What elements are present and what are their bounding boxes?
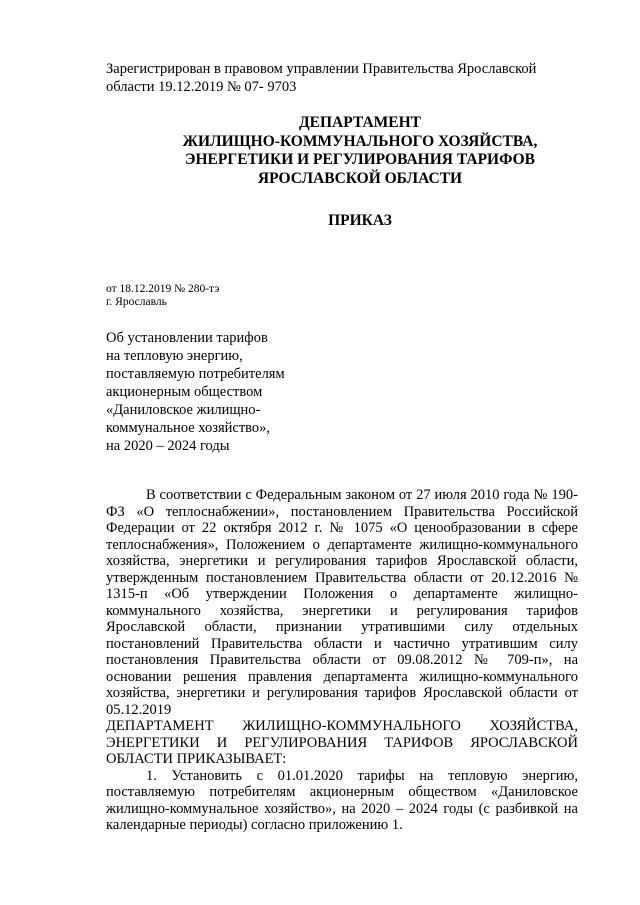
header-line-4: ЯРОСЛАВСКОЙ ОБЛАСТИ [257,169,463,187]
subject-line: поставляемую потребителям [106,366,285,382]
subject-line: коммунальное хозяйство», [106,420,271,436]
header-line-2: ЖИЛИЩНО-КОММУНАЛЬНОГО ХОЗЯЙСТВА, [182,132,538,150]
order-title: ПРИКАЗ [328,212,392,229]
orders-paragraph: ДЕПАРТАМЕНТ ЖИЛИЩНО-КОММУНАЛЬНОГО ХОЗЯЙСТВА, ЭНЕРГЕТИКИ И РЕГУЛИРОВАНИЯ ТАРИФОВ ЯРОСЛАВСКОЙ ОБЛАСТИ ПРИКАЗЫВАЕТ: [106,718,578,767]
order-body [106,487,578,834]
order-date-number: от 18.12.2019 № 280-тэ [106,283,220,295]
subject-line: на 2020 – 2024 годы [106,438,230,454]
subject-line: «Даниловское жилищно- [106,402,261,418]
department-header [60,114,640,188]
header-line-1: ДЕПАРТАМЕНТ [298,114,422,131]
subject-line: на тепловую энергию, [106,348,243,364]
subject-line: акционерным обществом [106,384,263,400]
registration-line-2: области 19.12.2019 № 07- 9703 [106,79,297,95]
registration-note [106,60,576,96]
subject-line: Об установлении тарифов [106,330,268,346]
registration-line-1: Зарегистрирован в правовом управлении Правительства Ярославской [106,61,537,77]
order-city: г. Ярославль [106,296,167,308]
item-1-paragraph: 1. Установить с 01.01.2020 тарифы на тепловую энергию, поставляемую потребителям акционерным обществом «Даниловское жилищно-коммунальное хозяйство», на 2020 – 2024 годы (с разбивкой на календарные периоды) согласно приложению 1. [106,767,578,833]
header-line-3: ЭНЕРГЕТИКИ И РЕГУЛИРОВАНИЯ ТАРИФОВ [184,151,536,168]
preamble-paragraph: В соответствии с Федеральным законом от 27 июля 2010 года № 190-ФЗ «О теплоснабжении», постановлением Правительства Российской Федерации от 22 октября 2012 г. № 1075 «О ценообразовании в сфере теплоснабжения», Положением о департаменте жилищно-коммунального хозяйства, энергетики и регулирования тарифов Ярославской области, утвержденным постановлением Правительства области от 20.12.2016 № 1315-п «Об утверждении Положения о департаменте жилищно-коммунального хозяйства, энергетики и регулирования тарифов Ярославской области, признании утратившими силу отдельных постановлений Правительства области и частично утратившим силу постановления Правительства области от 09.08.2012 № 709-п», на основании решения правления департамента жилищно-коммунального хозяйства, энергетики и регулирования тарифов Ярославской области от 05.12.2019 [106,487,578,718]
order-subject [106,329,336,455]
order-meta [106,283,219,309]
